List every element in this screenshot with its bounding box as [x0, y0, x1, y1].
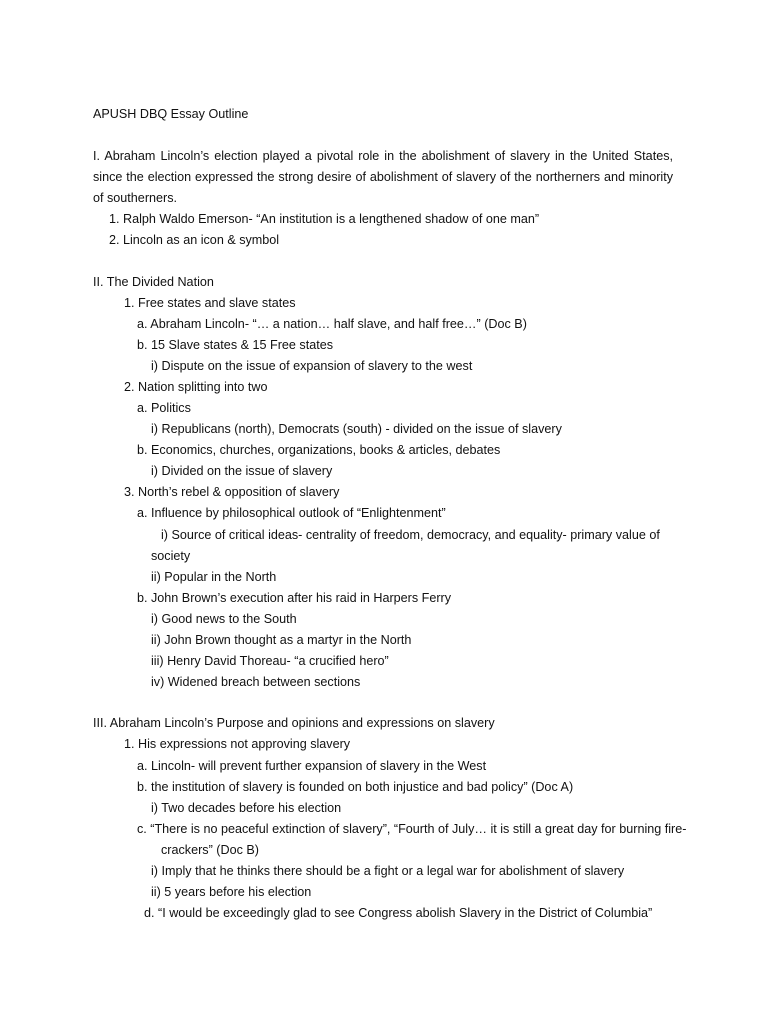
outline-line: i) Imply that he thinks there should be a fight or a legal war for abolishment of slavery	[151, 864, 625, 878]
outline-line: a. Lincoln- will prevent further expansion of slavery in the West	[137, 759, 487, 773]
outline-line: i) Good news to the South	[151, 612, 297, 626]
outline-line: 2. Nation splitting into two	[124, 380, 268, 394]
outline-line: a. Influence by philosophical outlook of “Enlightenment”	[137, 506, 446, 520]
outline-line: b. the institution of slavery is founded on both injustice and bad policy” (Doc A)	[137, 780, 574, 794]
outline-line: 1. His expressions not approving slavery	[124, 737, 351, 751]
outline-line: b. John Brown’s execution after his raid in Harpers Ferry	[137, 591, 452, 605]
section-1-item: 1. Ralph Waldo Emerson- “An institution is a lengthened shadow of one man”	[109, 212, 540, 226]
section-2-heading: II. The Divided Nation	[93, 275, 214, 289]
outline-line: 1. Free states and slave states	[124, 296, 296, 310]
outline-line: ii) Popular in the North	[151, 570, 277, 584]
outline-line-text: i) Source of critical ideas- centrality of freedom, democracy, and equality- primary value of society	[151, 528, 660, 563]
outline-line: i) Dispute on the issue of expansion of slavery to the west	[151, 359, 473, 373]
outline-line: i) Divided on the issue of slavery	[151, 464, 333, 478]
outline-line: iii) Henry David Thoreau- “a crucified hero”	[151, 654, 389, 668]
section-3-heading: III. Abraham Lincoln’s Purpose and opinions and expressions on slavery	[93, 716, 495, 730]
section-1-heading: I. Abraham Lincoln’s election played a pivotal role in the abolishment of slavery in the United States, since the election expressed the strong desire of abolishment of slavery of the northerners and minority of southerners.	[93, 149, 673, 205]
outline-line: ii) John Brown thought as a martyr in the North	[151, 633, 412, 647]
outline-line-wrapped	[137, 819, 701, 861]
outline-line: a. Politics	[137, 401, 191, 415]
document-title: APUSH DBQ Essay Outline	[93, 107, 249, 121]
outline-line: 3. North’s rebel & opposition of slavery	[124, 485, 340, 499]
outline-line: d. “I would be exceedingly glad to see Congress abolish Slavery in the District of Columbia”	[144, 906, 653, 920]
section-1-item: 2. Lincoln as an icon & symbol	[109, 233, 280, 247]
outline-line-text: c. “There is no peaceful extinction of slavery”, “Fourth of July… it is still a great day for burning fire-crackers” (Doc B)	[137, 822, 687, 857]
outline-line: a. Abraham Lincoln- “… a nation… half slave, and half free…” (Doc B)	[137, 317, 527, 331]
outline-line-wrapped	[151, 525, 676, 567]
outline-line: b. Economics, churches, organizations, books & articles, debates	[137, 443, 501, 457]
outline-line: i) Two decades before his election	[151, 801, 342, 815]
outline-line: b. 15 Slave states & 15 Free states	[137, 338, 334, 352]
outline-line: ii) 5 years before his election	[151, 885, 312, 899]
outline-line: iv) Widened breach between sections	[151, 675, 361, 689]
outline-line: i) Republicans (north), Democrats (south) - divided on the issue of slavery	[151, 422, 562, 436]
